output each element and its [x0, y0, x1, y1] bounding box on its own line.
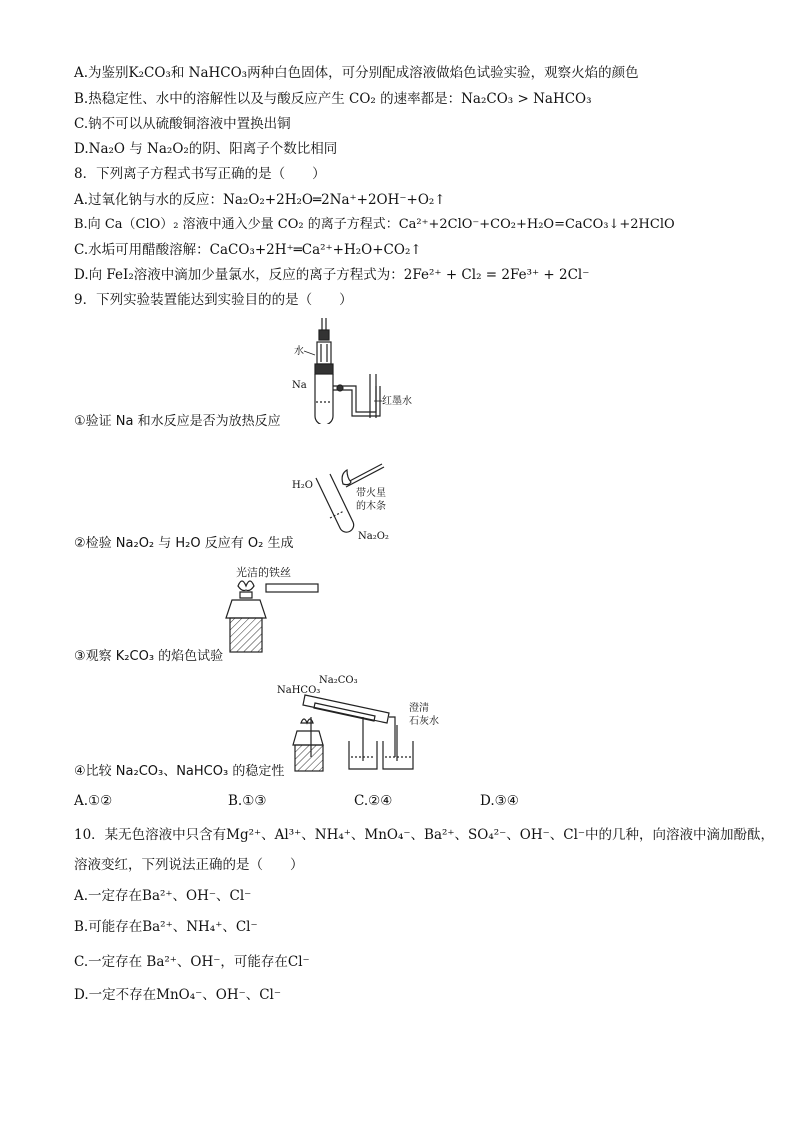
q9-experiment-2: ②检验 Na₂O₂ 与 H₂O 反应有 O₂ 生成: [74, 536, 294, 551]
na-water-apparatus-figure: [290, 314, 430, 424]
q7-option-c: C.钠不可以从硫酸铜溶液中置换出铜: [74, 116, 291, 132]
q9-experiment-3: ③观察 K₂CO₃ 的焰色试验: [74, 649, 224, 664]
fig2-na2o2-label: Na₂O₂: [358, 531, 389, 542]
q10-option-b: B.可能存在Ba²⁺、NH₄⁺、Cl⁻: [74, 919, 258, 935]
q8-option-a: A.过氧化钠与水的反应：Na₂O₂+2H₂O═2Na⁺+2OH⁻+O₂↑: [74, 192, 446, 208]
q10-stem-line-2: 溶液变红，下列说法正确的是（ ）: [74, 857, 304, 873]
flame-test-figure: [222, 560, 322, 658]
q9-answer-c: C.②④: [354, 793, 393, 809]
q9-answer-a: A.①②: [74, 793, 113, 809]
fig4-na2co3-label: Na₂CO₃: [319, 675, 358, 686]
q9-stem: 9．下列实验装置能达到实验目的的是（ ）: [74, 292, 353, 308]
q8-option-b: B.向 Ca（ClO）₂ 溶液中通入少量 CO₂ 的离子方程式：Ca²⁺+2ClO⁻+CO₂+H₂O=CaCO₃↓+2HClO: [74, 217, 675, 232]
fig1-water-label: 水: [294, 346, 304, 357]
fig2-splint-label-1: 带火星: [356, 488, 386, 499]
q9-experiment-4: ④比较 Na₂CO₃、NaHCO₃ 的稳定性: [74, 764, 285, 779]
q10-option-d: D.一定不存在MnO₄⁻、OH⁻、Cl⁻: [74, 987, 281, 1003]
fig4-lime-label-1: 澄清: [409, 703, 429, 714]
q8-stem: 8．下列离子方程式书写正确的是（ ）: [74, 166, 326, 182]
q7-option-d: D.Na₂O 与 Na₂O₂的阴、阳离子个数比相同: [74, 141, 338, 157]
q8-option-d: D.向 FeI₂溶液中滴加少量氯水，反应的离子方程式为：2Fe²⁺ + Cl₂ = 2Fe³⁺ + 2Cl⁻: [74, 267, 590, 283]
fig4-lime-label-2: 石灰水: [409, 716, 439, 727]
q7-option-a: A.为鉴别K₂CO₃和 NaHCO₃两种白色固体，可分别配成溶液做焰色试验实验，观察火焰的颜色: [74, 65, 639, 81]
fig4-nahco3-label: NaHCO₃: [277, 685, 321, 696]
q8-option-c: C.水垢可用醋酸溶解：CaCO₃+2H⁺═Ca²⁺+H₂O+CO₂↑: [74, 242, 422, 258]
fig1-ink-label: 红墨水: [382, 396, 412, 407]
q7-option-b: B.热稳定性、水中的溶解性以及与酸反应产生 CO₂ 的速率都是：Na₂CO₃ > NaHCO₃: [74, 91, 592, 107]
fig1-na-label: Na: [292, 380, 307, 391]
q9-answer-d: D.③④: [480, 793, 519, 809]
fig3-wire-label: 光洁的铁丝: [236, 566, 291, 579]
q10-option-c: C.一定存在 Ba²⁺、OH⁻，可能存在Cl⁻: [74, 954, 310, 970]
na2o2-o2-test-figure: [286, 456, 406, 544]
q10-option-a: A.一定存在Ba²⁺、OH⁻、Cl⁻: [74, 888, 252, 904]
q9-answer-b: B.①③: [228, 793, 267, 809]
q9-experiment-1: ①验证 Na 和水反应是否为放热反应: [74, 414, 281, 429]
carbonate-stability-figure: [275, 673, 445, 775]
q10-stem-line-1: 10．某无色溶液中只含有Mg²⁺、Al³⁺、NH₄⁺、MnO₄⁻、Ba²⁺、SO₄²⁻、OH⁻、Cl⁻中的几种，向溶液中滴加酚酞，: [74, 827, 775, 843]
fig2-splint-label-2: 的木条: [356, 501, 386, 512]
fig2-h2o-label: H₂O: [292, 480, 313, 491]
